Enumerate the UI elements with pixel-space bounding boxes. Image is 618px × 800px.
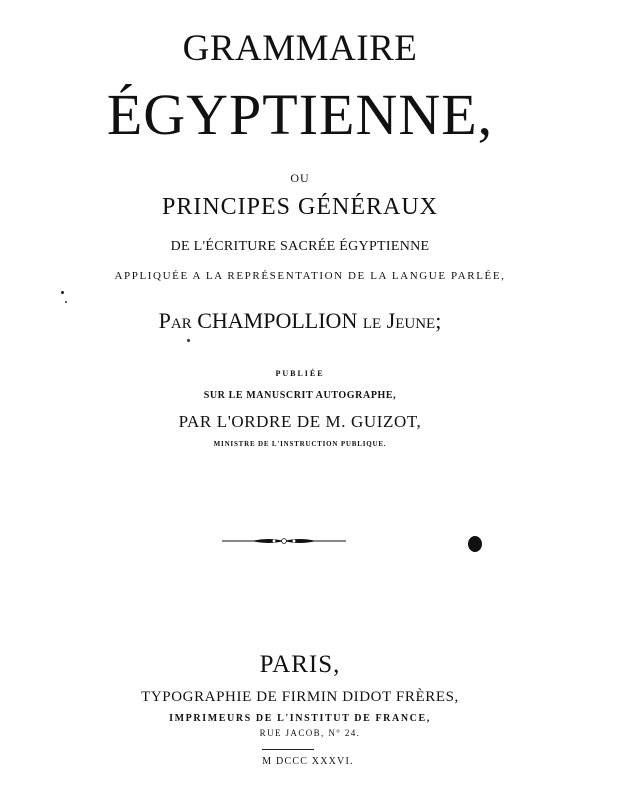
speck bbox=[61, 291, 64, 294]
subtitle-principes: PRINCIPES GÉNÉRAUX bbox=[161, 194, 439, 220]
speck bbox=[65, 301, 67, 303]
ministre-line: MINISTRE DE L'INSTRUCTION PUBLIQUE. bbox=[213, 440, 387, 448]
author-par: Par bbox=[158, 308, 192, 333]
speck bbox=[187, 339, 190, 342]
manuscrit-line: SUR LE MANUSCRIT AUTOGRAPHE, bbox=[203, 390, 397, 401]
title-ou: OU bbox=[290, 171, 310, 185]
imprint-address: RUE JACOB, N° 24. bbox=[259, 728, 361, 738]
title-egyptienne: ÉGYPTIENNE, bbox=[106, 82, 494, 147]
imprint-imprimeurs: IMPRIMEURS DE L'INSTITUT DE FRANCE, bbox=[169, 713, 431, 724]
author-line bbox=[0, 310, 600, 332]
ordre-line: PAR L'ORDRE DE M. GUIZOT, bbox=[178, 412, 422, 431]
imprint-year: M DCCC XXXVI. bbox=[262, 756, 354, 767]
subtitle-representation: APPLIQUÉE A LA REPRÉSENTATION DE LA LANGUE PARLÉE, bbox=[114, 270, 506, 282]
imprint-rule bbox=[262, 749, 314, 750]
title-grammaire: GRAMMAIRE bbox=[182, 28, 418, 69]
author-suffix: le Jeune; bbox=[362, 308, 442, 333]
imprint-printer: TYPOGRAPHIE DE FIRMIN DIDOT FRÈRES, bbox=[141, 689, 459, 705]
ink-stain bbox=[468, 536, 482, 552]
subtitle-ecriture: DE L'ÉCRITURE SACRÉE ÉGYPTIENNE bbox=[170, 239, 430, 254]
publiee-label: PUBLIÉE bbox=[275, 369, 325, 378]
author-name: CHAMPOLLION bbox=[197, 308, 358, 333]
ornament-divider bbox=[222, 535, 346, 547]
imprint-city: PARIS, bbox=[259, 651, 341, 678]
